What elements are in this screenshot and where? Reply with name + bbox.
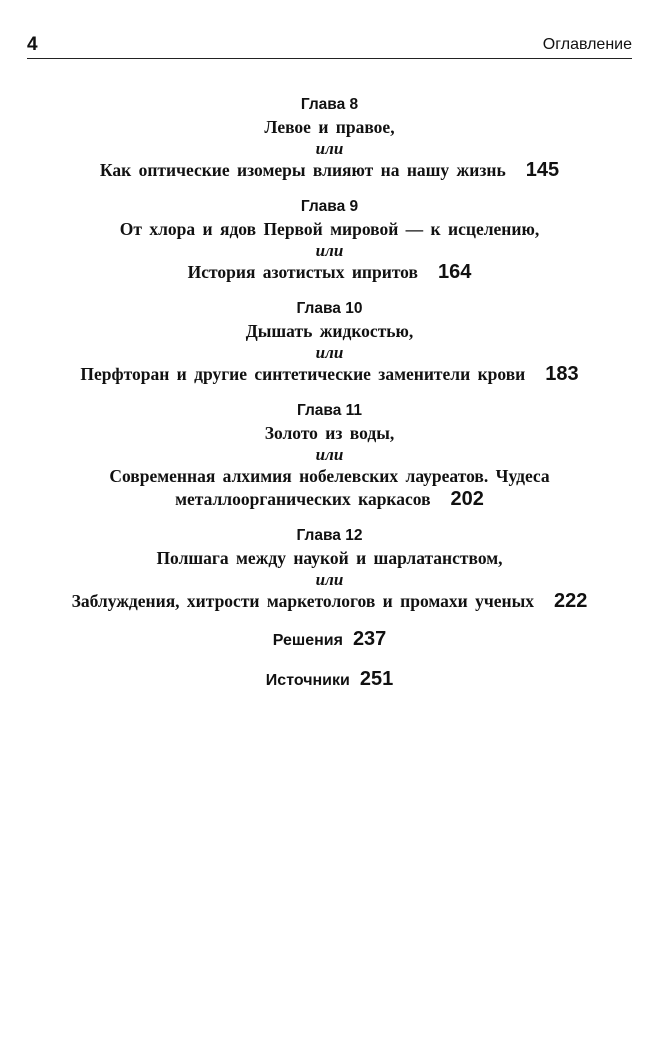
toc-entry-chapter-9[interactable] (0, 196, 659, 284)
table-of-contents (0, 94, 659, 707)
chapter-subtitle: Как оптические изомеры влияют на нашу жизнь (99, 160, 506, 180)
chapter-subtitle: металлоорганических каркасов (175, 489, 431, 509)
chapter-subtitle-line (0, 159, 659, 182)
toc-entry-chapter-8[interactable] (0, 94, 659, 182)
chapter-title: От хлора и ядов Первой мировой — к исцелению, (119, 219, 540, 239)
chapter-title: Дышать жидкостью, (245, 321, 414, 341)
chapter-or: или (315, 570, 344, 589)
chapter-label: Глава 9 (300, 198, 359, 215)
chapter-subtitle-line (0, 363, 659, 386)
toc-entry-chapter-10[interactable] (0, 298, 659, 386)
page-number: 4 (27, 34, 38, 55)
page-header (27, 34, 632, 59)
sources-label: Источники (265, 672, 350, 689)
chapter-label: Глава 10 (296, 300, 363, 317)
chapter-or: или (315, 343, 344, 362)
solutions-label: Решения (272, 632, 343, 649)
chapter-label: Глава 11 (296, 402, 363, 419)
chapter-title: Полшага между наукой и шарлатанством, (156, 548, 503, 568)
chapter-page-number: 145 (525, 159, 560, 181)
chapter-or: или (315, 445, 344, 464)
sources-page-number: 251 (359, 668, 394, 690)
toc-entry-sources[interactable] (0, 667, 659, 693)
chapter-subtitle: Заблуждения, хитрости маркетологов и промахи ученых (71, 591, 535, 611)
chapter-page-number: 222 (554, 590, 588, 612)
chapter-label: Глава 12 (296, 527, 363, 544)
chapter-page-number: 202 (450, 488, 484, 510)
chapter-page-number: 183 (545, 363, 579, 385)
chapter-subtitle: Современная алхимия нобелевских лауреатов. Чудеса (109, 466, 550, 486)
chapter-title: Золото из воды, (264, 423, 395, 443)
running-title: Оглавление (542, 36, 632, 53)
chapter-subtitle: Перфторан и другие синтетические заменители крови (80, 364, 526, 384)
chapter-page-number: 164 (437, 261, 472, 283)
chapter-label: Глава 8 (300, 96, 359, 113)
chapter-subtitle-line (0, 261, 659, 284)
chapter-subtitle: История азотистых ипритов (187, 262, 418, 282)
toc-entry-chapter-12[interactable] (0, 525, 659, 613)
chapter-title: Левое и правое, (264, 117, 395, 137)
chapter-or: или (315, 139, 344, 158)
chapter-or: или (315, 241, 344, 260)
toc-entry-chapter-11[interactable] (0, 400, 659, 511)
chapter-subtitle-line (0, 590, 659, 613)
chapter-subtitle-line (0, 488, 659, 511)
toc-entry-solutions[interactable] (0, 627, 659, 653)
solutions-page-number: 237 (352, 628, 387, 650)
